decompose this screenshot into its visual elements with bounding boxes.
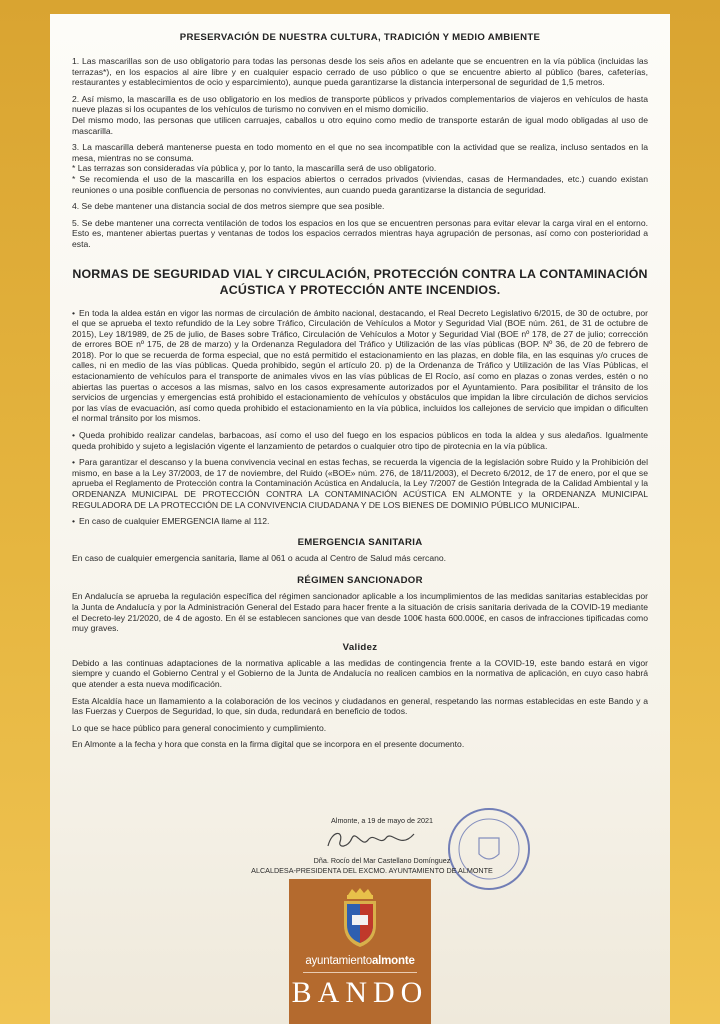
- list-item: [72, 516, 648, 527]
- paragraph: Esta Alcaldía hace un llamamiento a la colaboración de los vecinos y ciudadanos en general, respetando las normas establecidas en este Bando y a las Fuerzas y Cuerpos de Seguridad, lo que, sin duda, redundará en beneficio de todos.: [72, 695, 648, 717]
- section-title-health: EMERGENCIA SANITARIA: [297, 536, 423, 548]
- document-sheet: [50, 14, 670, 1024]
- section-title-road-safety: NORMAS DE SEGURIDAD VIAL Y CIRCULACIÓN, PROTECCIÓN CONTRA LA CONTAMINACIÓN ACÚSTICA Y PROTECCIÓN ANTE INCENDIOS.: [72, 266, 648, 297]
- list-item: [72, 430, 648, 451]
- list-item: [72, 457, 648, 510]
- bullet-icon: •: [72, 307, 76, 318]
- divider: [303, 972, 417, 973]
- logo-wordmark: ayuntamientoalmonte: [305, 955, 415, 967]
- signature-date: Almonte, a 19 de mayo de 2021: [331, 816, 433, 825]
- paragraph: 4. Se debe mantener una distancia social de dos metros siempre que sea posible.: [72, 201, 385, 212]
- paragraph: Lo que se hace público para general conocimiento y cumplimiento.: [72, 722, 327, 733]
- paragraph: Del mismo modo, las personas que utilicen carruajes, caballos u otro equino como medio de transporte estarán de igual modo obligadas al uso de mascarilla.: [72, 114, 648, 136]
- municipal-logo: [289, 879, 431, 1024]
- signatory-name: Dña. Rocío del Mar Castellano Domínguez: [313, 856, 451, 865]
- list-item-text: Queda prohibido realizar candelas, barbacoas, así como el uso del fuego en los espacios públicos en toda la aldea y sus aledaños. Igualmente queda prohibido y sujeto a legislación vigente el lanzamiento de petardos o cualquier otro tipo de pirotecnia en la vía pública.: [72, 430, 648, 451]
- list-item-text: Para garantizar el descanso y la buena convivencia vecinal en estas fechas, se recuerda la vigencia de la legislación sobre Ruido y la Prohibición del mismo, en base a la Ley 37/2003, de 17 de noviembre, del Ruido («BOE» núm. 276, de 18/11/2003), el Decreto 6/2012, de 17 de enero, por el que se aprueba el Reglamento de Protección contra la Contaminación Acústica en Andalucía, la Ley 7/2007 de Gestión Integrada de la Calidad Ambiental y la ORDENANZA MUNICIPAL DE PROTECCIÓN CONTRA LA CONTAMINACIÓN ACÚSTICA EN ALMONTE y la ORDENANZA MUNICIPAL REGULADORA DE LA PROTECCIÓN DE LA CONVIVENCIA CIUDADANA Y DE LOS BIENES DE DOMINIO PÚBLICO MUNICIPAL.: [72, 457, 648, 510]
- paragraph: 3. La mascarilla deberá mantenerse puesta en todo momento en el que no sea incompatible con la actividad que se realiza, incluso sentados en la mesa, mientras no se consuma.: [72, 142, 648, 163]
- bullet-icon: •: [72, 516, 76, 527]
- paragraph: En Andalucía se aprueba la regulación específica del régimen sancionador aplicable a los incumplimientos de las medidas sanitarias establecidas por la Junta de Andalucía y por la Administración General del Estado para hacer frente a la situación de crisis sanitaria derivada de la COVID-19 mediante el Decreto-ley 21/2020, de 4 de agosto. En él se establecen sanciones que van desde 100€ hasta 600.000€, en casos de infracciones tipificadas como muy graves.: [72, 591, 648, 634]
- section-title-culture: PRESERVACIÓN DE NUESTRA CULTURA, TRADICIÓN Y MEDIO AMBIENTE: [179, 32, 541, 43]
- paragraph: En caso de cualquier emergencia sanitaria, llame al 061 o acuda al Centro de Salud más cercano.: [72, 552, 447, 563]
- paragraph: Debido a las continuas adaptaciones de la normativa aplicable a las medidas de contingencia frente a la COVID-19, este bando estará en vigor siempre y cuando el Gobierno Central y el Gobierno de la Junta de Andalucía no realicen cambios en la normativa de aplicación, en cuyo caso habrá que atender a esta nueva modificación.: [72, 657, 648, 689]
- paragraph: 2. Así mismo, la mascarilla es de uso obligatorio en los medios de transporte públicos y privados complementarios de viajeros en vehículos de hasta nueve plazas si los ocupantes de los vehículos de turismo no conviven en el mismo domicilio.: [72, 93, 648, 115]
- document-body: [72, 32, 648, 756]
- signature-block: [72, 816, 648, 886]
- bullet-icon: •: [72, 457, 76, 468]
- list-item-text: En toda la aldea están en vigor las normas de circulación de ámbito nacional, destacando, el Real Decreto Legislativo 6/2015, de 30 de octubre, por el que se aprueba el texto refundido de la Ley sobre Tráfico, Circulación de Vehículos a Motor y Seguridad Vial (BOE núm. 261, de 31 de octubre de 2015), Ley 18/1989, de 25 de julio, de Bases sobre Tráfico, Circulación de Vehículos a Motor y Seguridad Vial (BOE nº 178, de 27 de julio; corrección de errores BOE nº 175, de 28 de marzo) y la Ordenanza Reguladora del Tráfico y Utilización de las vías públicas (BOP. Nº 36, de 20 de febrero de 2018). Por lo que se recuerda de forma especial, que no está permitido el estacionamiento en las plazas, en doble fila, en las esquinas y/o cruces de calles, ni en medio de las vías públicas. Queda prohibido, según el artículo 20. p) de la Ordenanza de Tráfico y Utilización de las Vías Públicas, el estacionamiento de vehículos para el transporte de animales vivos en las vías públicas de El Rocío, así como en plazas o zonas verdes, estén o no abiertas las puertas o accesos a las mismas, salvo en los casos expresamente autorizados por el Ayuntamiento. Para posibilitar el tránsito de los servicios de urgencias y emergencias está prohibido el estacionamiento de vehículos y obstáculos que impidan la libre circulación de dichos servicios por las vías de evacuación, así como queda prohibido el estacionamiento en la vía pública, incluidos los callejones de servicio que impidan o dificulten el normal tránsito por los mismos.: [72, 307, 648, 424]
- paragraph: En Almonte a la fecha y hora que consta en la firma digital que se incorpora en el presente documento.: [72, 739, 465, 750]
- coat-of-arms-icon: [336, 887, 384, 951]
- official-stamp: [444, 804, 534, 894]
- paragraph: 5. Se debe mantener una correcta ventilación de todos los espacios en los que se encuentren personas para evitar elevar la carga viral en el entorno. Esto es, mantener abiertas puertas y ventanas de todos los espacios cerrados mientras haya agrupación de personas, así como con posterioridad a esta.: [72, 217, 648, 249]
- list-item-text: En caso de cualquier EMERGENCIA llame al 112.: [79, 516, 270, 527]
- handwritten-signature: [322, 824, 422, 856]
- list-item: [72, 308, 648, 425]
- rules-list: [72, 308, 648, 527]
- paragraph: 1. Las mascarillas son de uso obligatorio para todas las personas desde los seis años en adelante que se encuentren en la vía pública (incluidas las terrazas*), en los espacios al aire libre y en cualquier espacio cerrado de uso público o que se encuentre abierto al público (bares, cafeterías, restaurantes y establecimientos de ocio y esparcimiento), aunque pueda garantizarse la distancia interpersonal de seguridad de 1,5 metros.: [72, 56, 648, 88]
- bando-label: BANDO: [291, 976, 429, 1009]
- bullet-icon: •: [72, 430, 76, 441]
- note: * Las terrazas son consideradas vía pública y, por lo tanto, la mascarilla será de uso obligatorio.: [72, 163, 437, 174]
- signatory-role: ALCALDESA-PRESIDENTA DEL EXCMO. AYUNTAMIENTO DE ALMONTE: [251, 866, 493, 875]
- section-title-sanctions: RÉGIMEN SANCIONADOR: [297, 575, 423, 587]
- note: * Se recomienda el uso de la mascarilla en los espacios abiertos o cerrados privados (viviendas, casas de Hermandades, etc.) cuando existan reuniones o una posible confluencia de personas no convivientes, aun cuando pueda garantizarse la distancia de seguridad.: [72, 173, 648, 195]
- section-title-validity: Validez: [342, 641, 378, 653]
